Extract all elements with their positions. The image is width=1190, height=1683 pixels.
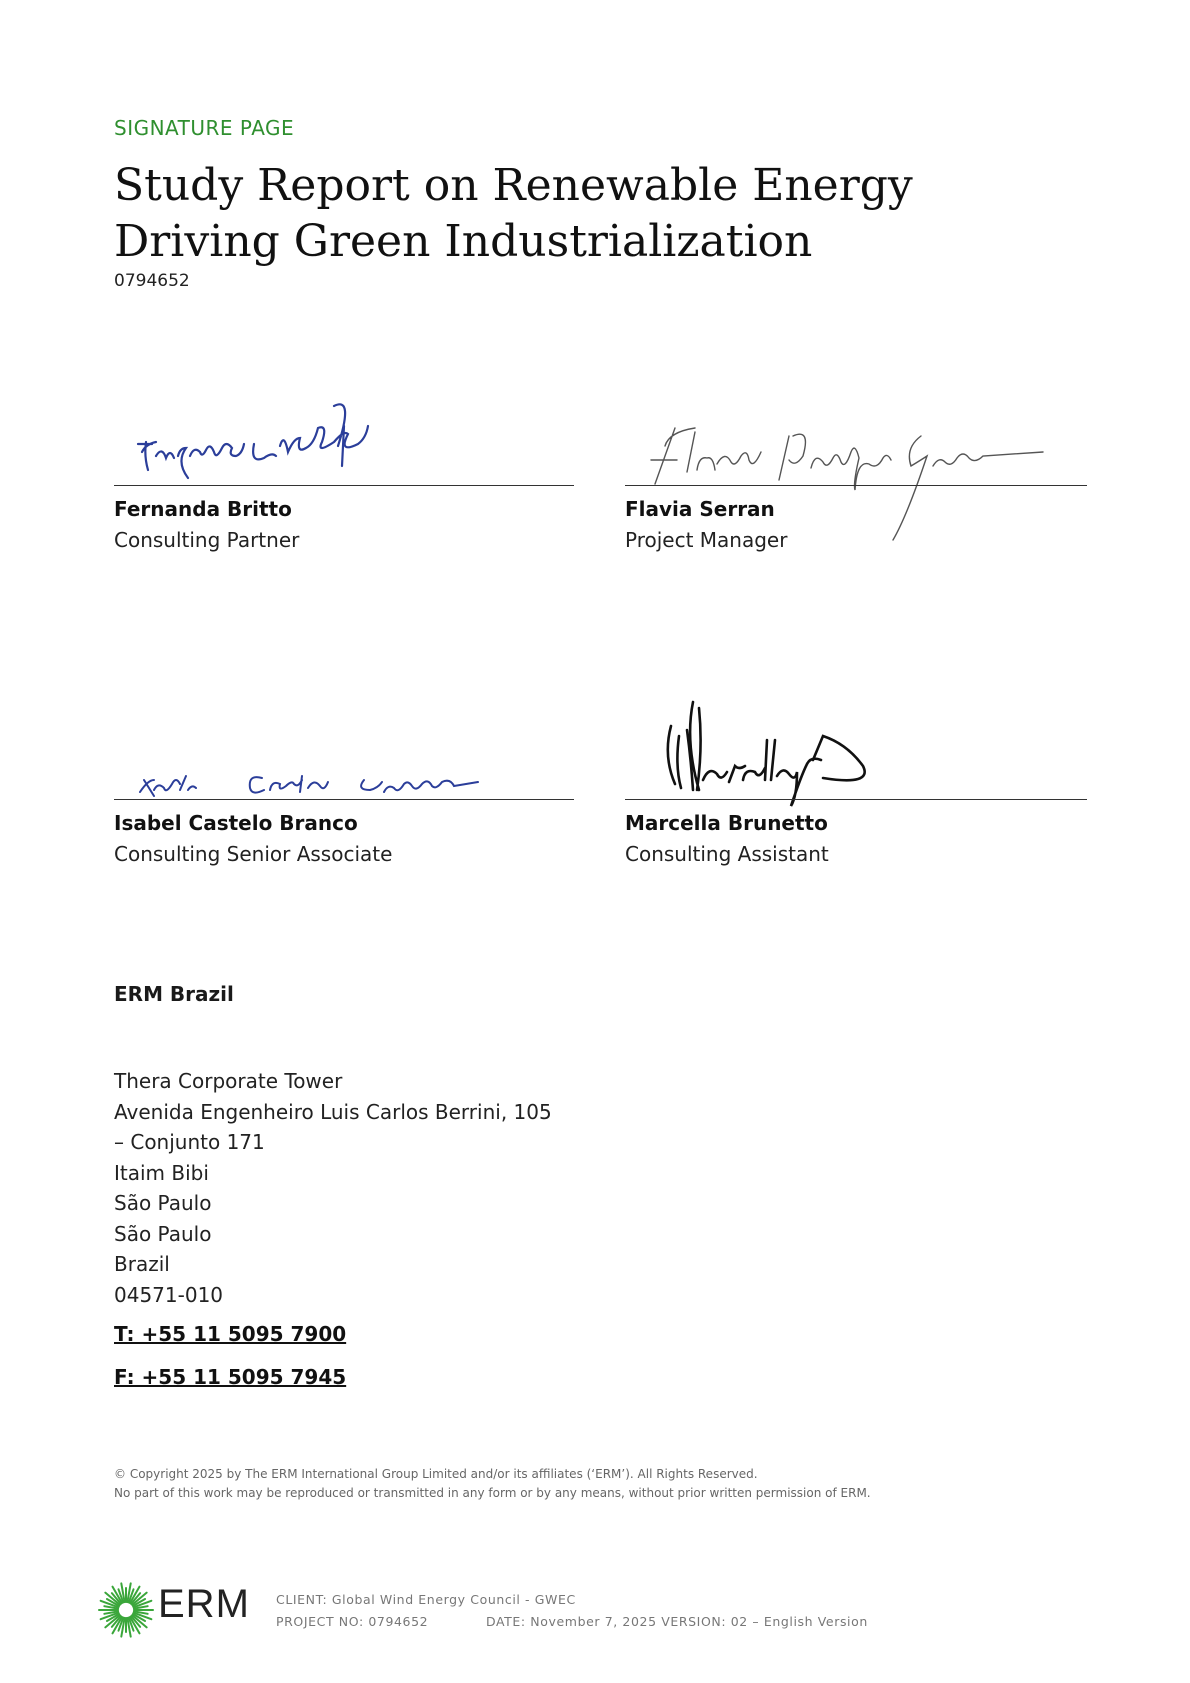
signature-image xyxy=(114,386,574,496)
copyright-line: © Copyright 2025 by The ERM International Group Limited and/or its affiliates (‘ERM’). All Rights Reserved. xyxy=(114,1467,758,1481)
project-code: 0794652 xyxy=(114,271,190,291)
footer-client: CLIENT: Global Wind Energy Council - GWEC xyxy=(276,1592,576,1607)
office-address xyxy=(114,1066,552,1310)
address-line: São Paulo xyxy=(114,1221,212,1246)
signature-block-1 xyxy=(114,386,574,486)
signatory-role: Consulting Partner xyxy=(114,528,300,552)
erm-logo-text: ERM xyxy=(158,1582,250,1626)
page-footer xyxy=(96,1580,1096,1640)
address-line: – Conjunto 171 xyxy=(114,1130,265,1154)
signatory-name: Marcella Brunetto xyxy=(625,811,828,835)
section-label: SIGNATURE PAGE xyxy=(114,116,295,140)
page-title: Study Report on Renewable Energy Driving Green Industrialization xyxy=(114,160,913,267)
signatory-role: Consulting Assistant xyxy=(625,842,829,866)
address-line: Avenida Engenheiro Luis Carlos Berrini, 105 xyxy=(114,1099,552,1124)
signature-block-3 xyxy=(114,700,574,800)
signatory-role: Project Manager xyxy=(625,528,788,552)
copyright-line: No part of this work may be reproduced or transmitted in any form or by any means, without prior written permission of ERM. xyxy=(114,1485,871,1500)
address-line: 04571-010 xyxy=(114,1282,224,1307)
address-line: São Paulo xyxy=(114,1191,212,1215)
erm-sunburst-icon xyxy=(96,1580,156,1640)
address-line: Brazil xyxy=(114,1252,170,1276)
signatory-name: Fernanda Britto xyxy=(114,497,292,521)
signatory-role: Consulting Senior Associate xyxy=(114,842,393,866)
address-line: Itaim Bibi xyxy=(114,1160,209,1185)
phone-link[interactable]: T: +55 11 5095 7900 xyxy=(114,1322,347,1346)
footer-date-version: DATE: November 7, 2025 VERSION: 02 – English Version xyxy=(486,1614,868,1629)
office-name: ERM Brazil xyxy=(114,982,234,1006)
fax-link[interactable]: F: +55 11 5095 7945 xyxy=(114,1365,347,1389)
address-line: Thera Corporate Tower xyxy=(114,1069,343,1093)
signatory-name: Flavia Serran xyxy=(625,497,775,521)
copyright-notice xyxy=(114,1465,871,1502)
footer-project-no: PROJECT NO: 0794652 xyxy=(276,1614,429,1629)
signatory-name: Isabel Castelo Branco xyxy=(114,811,358,835)
signature-block-4 xyxy=(625,700,1087,800)
signature-image xyxy=(114,700,574,800)
signature-block-2 xyxy=(625,386,1087,486)
